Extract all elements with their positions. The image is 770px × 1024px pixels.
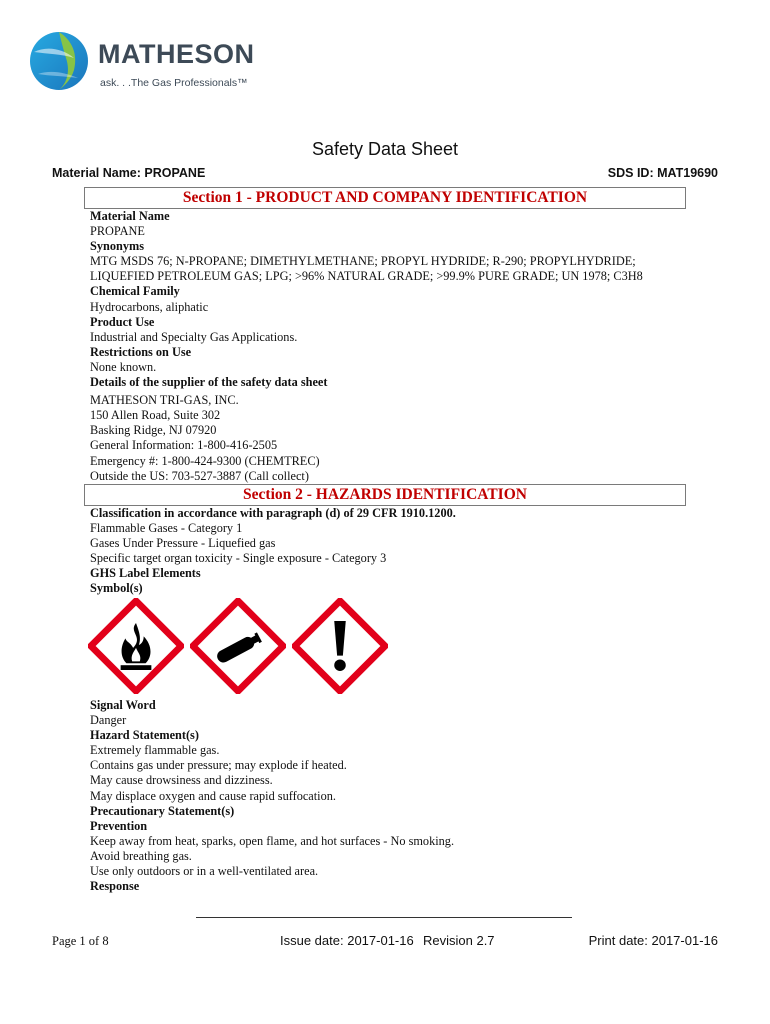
synonyms-label: Synonyms: [90, 239, 144, 254]
prevention-statement: Use only outdoors or in a well-ventilated area.: [90, 864, 319, 879]
flame-icon: [88, 598, 184, 694]
classification-item: Gases Under Pressure - Liquefied gas: [90, 536, 276, 551]
prevention-statement: Avoid breathing gas.: [90, 848, 192, 863]
section-1-header: Section 1 - PRODUCT AND COMPANY IDENTIFICATION: [84, 187, 686, 209]
supplier-line: General Information: 1-800-416-2505: [90, 438, 278, 453]
sds-id: SDS ID: MAT19690: [607, 166, 718, 180]
material-name-value: PROPANE: [90, 224, 145, 239]
section-2-classification: [90, 506, 456, 597]
supplier-line: MATHESON TRI-GAS, INC.: [90, 393, 239, 408]
revision: Revision 2.7: [423, 933, 495, 948]
section-2-label-elements: [90, 698, 454, 894]
hazard-statement: May displace oxygen and cause rapid suffocation.: [90, 788, 336, 803]
supplier-line: Outside the US: 703-527-3887 (Call collect): [90, 468, 309, 483]
response-label: Response: [90, 879, 140, 894]
supplier-line: 150 Allen Road, Suite 302: [90, 408, 221, 423]
hazard-statements-label: Hazard Statement(s): [90, 728, 199, 743]
synonyms-line-2: LIQUEFIED PETROLEUM GAS; LPG; >96% NATURAL GRADE; >99.9% PURE GRADE; UN 1978; C3H8: [90, 269, 643, 284]
gas-cylinder-icon: [190, 598, 286, 694]
section-1-body: [90, 209, 643, 484]
chemical-family-value: Hydrocarbons, aliphatic: [90, 299, 209, 314]
ghs-label: GHS Label Elements: [90, 566, 201, 581]
hazard-statement: Contains gas under pressure; may explode if heated.: [90, 758, 347, 773]
signal-word-value: Danger: [90, 713, 127, 728]
matheson-globe-icon: [28, 30, 90, 92]
supplier-label: Details of the supplier of the safety data sheet: [90, 375, 328, 390]
exclamation-mark-icon: [292, 598, 388, 694]
prevention-label: Prevention: [90, 818, 148, 833]
material-name-header: Material Name: PROPANE: [52, 166, 206, 180]
hazard-statement: May cause drowsiness and dizziness.: [90, 773, 273, 788]
product-use-value: Industrial and Specialty Gas Applications.: [90, 329, 298, 344]
brand-name: MATHESON: [98, 39, 255, 69]
page-number: Page 1 of 8: [52, 934, 109, 948]
classification-item: Flammable Gases - Category 1: [90, 521, 243, 536]
supplier-line: Emergency #: 1-800-424-9300 (CHEMTREC): [90, 453, 320, 468]
ghs-pictograms: [88, 598, 388, 696]
brand-tagline: ask. . .The Gas Professionals™: [100, 77, 248, 89]
classification-item: Specific target organ toxicity - Single exposure - Category 3: [90, 551, 387, 566]
supplier-line: Basking Ridge, NJ 07920: [90, 423, 217, 438]
chemical-family-label: Chemical Family: [90, 284, 180, 299]
matheson-logo: [28, 30, 268, 100]
restrictions-label: Restrictions on Use: [90, 344, 192, 359]
synonyms-line-1: MTG MSDS 76; N-PROPANE; DIMETHYLMETHANE; PROPYL HYDRIDE; R-290; PROPYLHYDRIDE;: [90, 254, 636, 269]
product-use-label: Product Use: [90, 314, 155, 329]
footer-rule: [196, 917, 572, 918]
symbols-label: Symbol(s): [90, 581, 143, 596]
precautionary-label: Precautionary Statement(s): [90, 803, 235, 818]
print-date: Print date: 2017-01-16: [588, 933, 718, 948]
prevention-statement: Keep away from heat, sparks, open flame, and hot surfaces - No smoking.: [90, 833, 455, 848]
issue-date: Issue date: 2017-01-16: [280, 933, 414, 948]
hazard-statement: Extremely flammable gas.: [90, 743, 220, 758]
restrictions-value: None known.: [90, 359, 157, 374]
document-title: Safety Data Sheet: [311, 139, 459, 159]
material-name-label: Material Name: [90, 209, 170, 223]
classification-label: Classification in accordance with paragraph (d) of 29 CFR 1910.1200.: [90, 506, 456, 520]
signal-word-label: Signal Word: [90, 698, 156, 712]
section-2-header: Section 2 - HAZARDS IDENTIFICATION: [84, 484, 686, 506]
